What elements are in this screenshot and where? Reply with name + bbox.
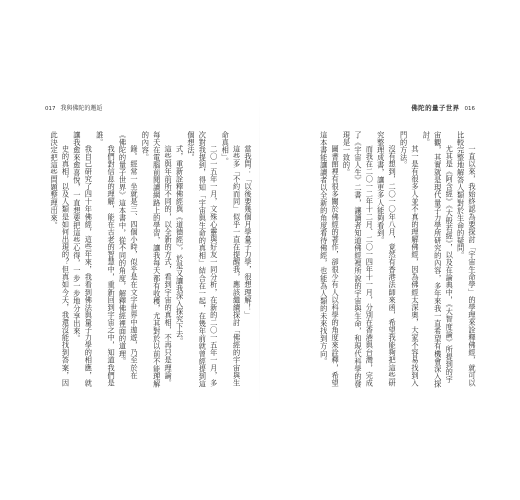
paragraph: 我自己研究了四十年佛經，這些年來，我看到佛法與量子力學的相應，就讓我愈來愈喜悅，一直想要把這些心得，一步一步地分享出來。 <box>72 131 94 387</box>
paragraph: 一直以來，我始終認為要探討「宇宙生命學」的學理來詮釋佛經，就可以比較完整地解答人類對於生命的疑問。 <box>456 131 477 387</box>
right-page-body <box>278 131 478 391</box>
left-page-number: 017 <box>45 106 56 112</box>
paragraph: 式，重新詮釋佛經與《道德經》，於是又讓我深入探究下去。 <box>175 145 185 346</box>
left-page-body <box>48 131 254 391</box>
paragraph: 這些與年前所不同的，以全新的方式，看到宇宙的真相，不再只是理論。每天在電腦前閱讀網路上的學習，讓我每天都有收穫，尤其對於以前不能理解的內容。 <box>141 131 174 388</box>
left-running-title: 我與佛陀的邂逅 <box>60 105 103 112</box>
left-running-header <box>42 103 102 112</box>
paragraph: 當我問：「以後要幾個月學量子力學，很想理解！」 <box>244 145 253 320</box>
paragraph: 我們對信息的理解，能在古老的智慧中，重新回到宇宙之中，知道我們是誰。 <box>95 131 117 387</box>
paragraph: 圖書館裡有很多關於佛經的著作，卻很少有人以科學的角度來詮釋，希望這本書能讓讀者以全新的角度看待佛經，也能為人類的未來找到方向。 <box>319 131 341 387</box>
paragraph: 沒有想到，二〇一〇年八月，竟然有香港法師來函，希望我能夠把這些研究整理成書，讓更多人能夠看到。 <box>376 131 398 387</box>
right-running-title: 佛陀的量子世界 <box>411 104 460 112</box>
book-gutter <box>259 90 260 410</box>
paragraph: 二〇一五年一月，文殊心靈與好友一同分析，在新的二〇一五年一月，多次對我提到，得知「宇宙與生命的真相」結合在一起，在幾年前就曾經提到這個想法。 <box>186 131 219 388</box>
paragraph: 錄。經常一坐就是三、四個小時，似乎是在文字世界中遨遊，乃至於在《佛陀的量子世界》這本書中，從不同的角度，解釋佛經裡面的道理。 <box>118 131 139 380</box>
paragraph: 而我在二〇一二年十二月、二〇一四年十一月，分別在香港與台灣，完成了《宇宙人生》二書，讓讀者知道佛經裡所說的宇宙與生命，和現代科學的發現是一致的。 <box>342 131 375 388</box>
paragraph: 這些多「不約而同」似乎一直在提醒我，應該繼續探討「佛經的宇宙與生命真相」。 <box>221 131 242 387</box>
right-page-number: 016 <box>464 106 475 112</box>
paragraph: 其一是有很多人並不真的理解佛經，因為佛經太深奧，大家不容易找到入門的方法。 <box>399 131 420 387</box>
paragraph: 尤其是《阿含經》《大般若經》，以及在論典中，《大智度論》所提到的宇宙觀，其實就是現代量子力學所研究的內容，多年來我一直希望有機會深入探討。 <box>422 131 455 388</box>
right-running-header <box>411 103 478 112</box>
paragraph: 史的真相，以及人類是如何出現的？但真如今天，我還沒能找到答案，因此決定把這些問題整理出來。 <box>50 131 71 387</box>
